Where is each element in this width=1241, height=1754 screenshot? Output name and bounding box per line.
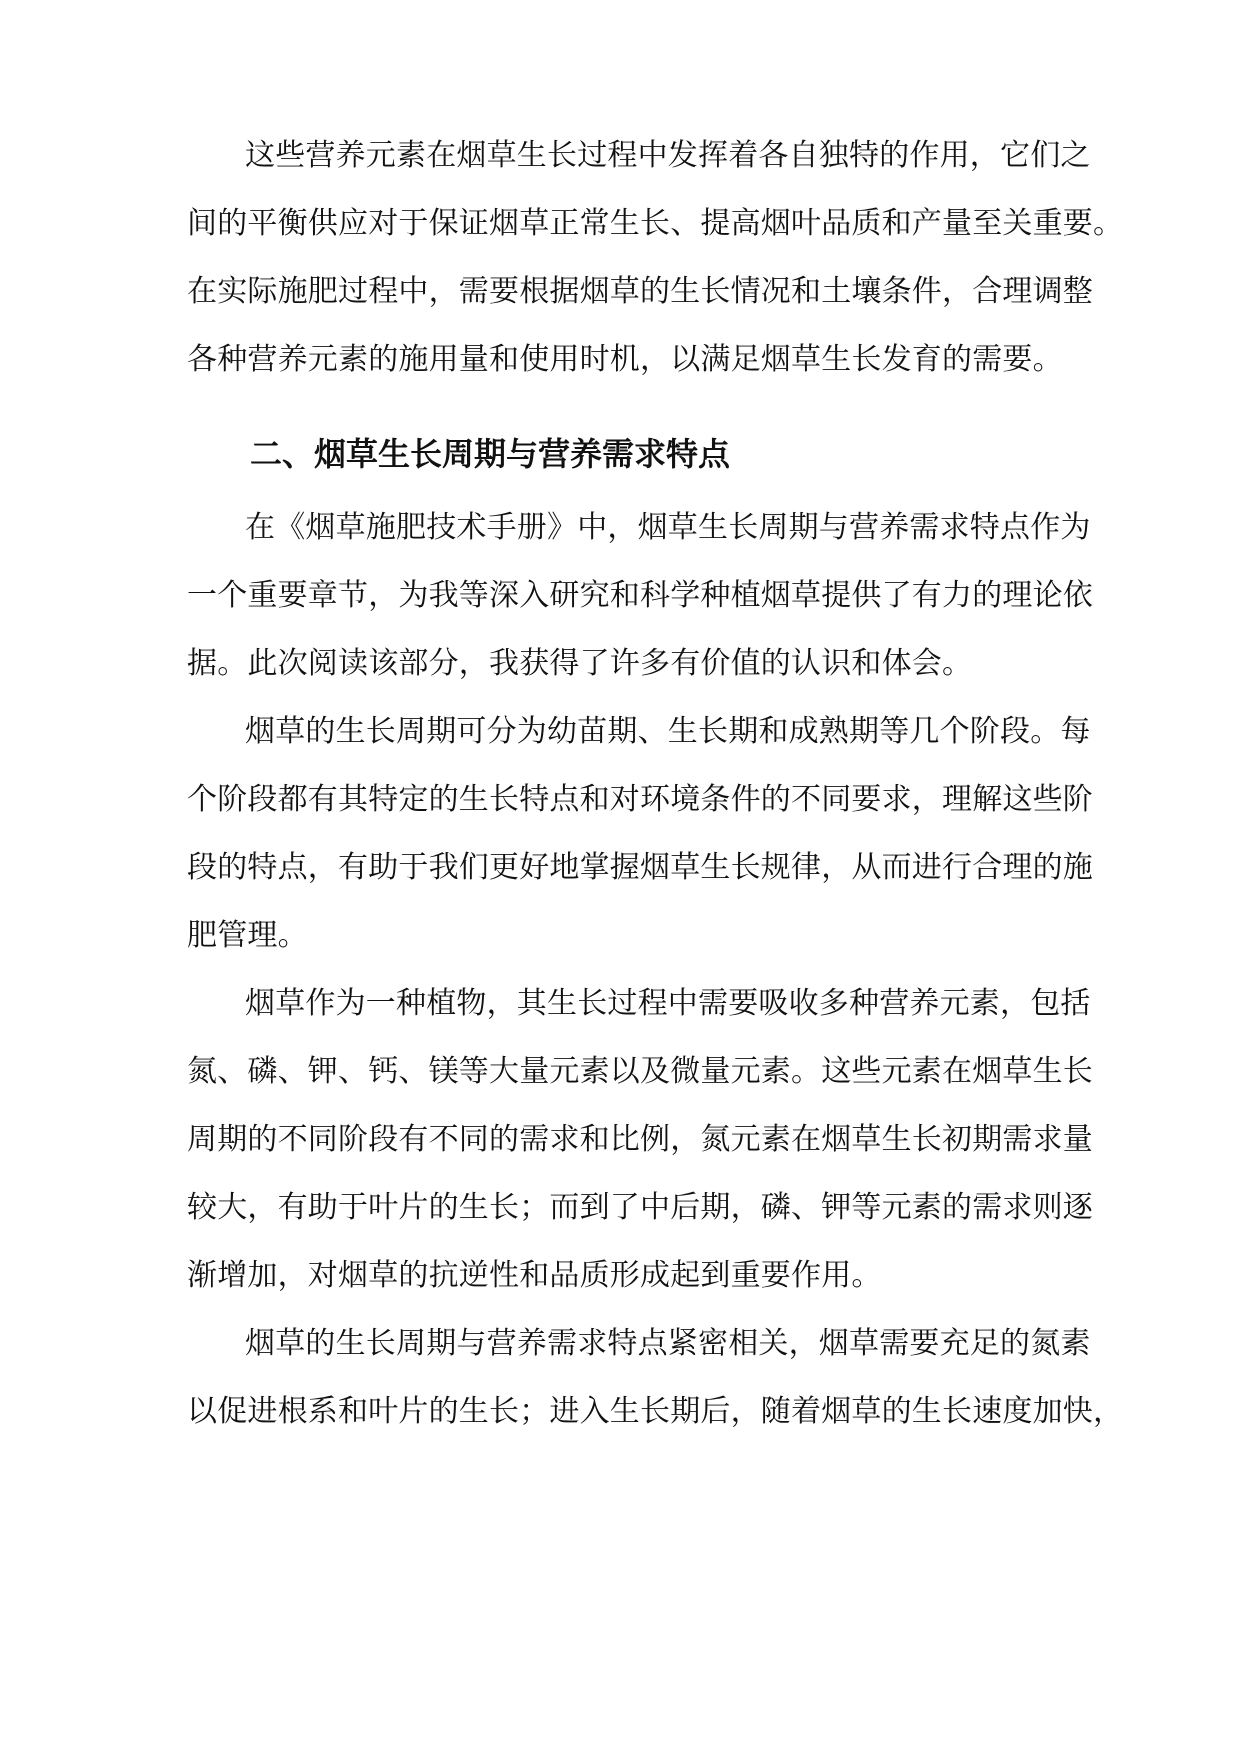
text-line: 一个重要章节，为我等深入研究和科学种植烟草提供了有力的理论依	[187, 578, 1093, 613]
text-line: 渐增加，对烟草的抗逆性和品质形成起到重要作用。	[187, 1258, 882, 1293]
text-line: 这些营养元素在烟草生长过程中发挥着各自独特的作用，它们之	[245, 138, 1091, 173]
text-line: 段的特点，有助于我们更好地掌握烟草生长规律，从而进行合理的施	[187, 850, 1093, 885]
text-line: 肥管理。	[187, 918, 308, 953]
text-line: 据。此次阅读该部分，我获得了许多有价值的认识和体会。	[187, 646, 973, 681]
text-line: 烟草作为一种植物，其生长过程中需要吸收多种营养元素，包括	[245, 986, 1091, 1021]
text-line: 在《烟草施肥技术手册》中，烟草生长周期与营养需求特点作为	[245, 510, 1091, 545]
text-line: 各种营养元素的施用量和使用时机，以满足烟草生长发育的需要。	[187, 342, 1063, 377]
text-line: 烟草的生长周期与营养需求特点紧密相关，烟草需要充足的氮素	[245, 1326, 1091, 1361]
text-line: 周期的不同阶段有不同的需求和比例，氮元素在烟草生长初期需求量	[187, 1122, 1093, 1157]
text-line: 氮、磷、钾、钙、镁等大量元素以及微量元素。这些元素在烟草生长	[187, 1054, 1093, 1089]
text-line: 以促进根系和叶片的生长；进入生长期后，随着烟草的生长速度加快，	[187, 1394, 1124, 1429]
text-line: 间的平衡供应对于保证烟草正常生长、提高烟叶品质和产量至关重要。	[187, 206, 1124, 241]
text-line: 个阶段都有其特定的生长特点和对环境条件的不同要求，理解这些阶	[187, 782, 1093, 817]
text-line: 在实际施肥过程中，需要根据烟草的生长情况和土壤条件，合理调整	[187, 274, 1093, 309]
section-heading: 二、烟草生长周期与营养需求特点	[250, 435, 731, 473]
text-line: 烟草的生长周期可分为幼苗期、生长期和成熟期等几个阶段。每	[245, 714, 1091, 749]
text-line: 较大，有助于叶片的生长；而到了中后期，磷、钾等元素的需求则逐	[187, 1190, 1093, 1225]
